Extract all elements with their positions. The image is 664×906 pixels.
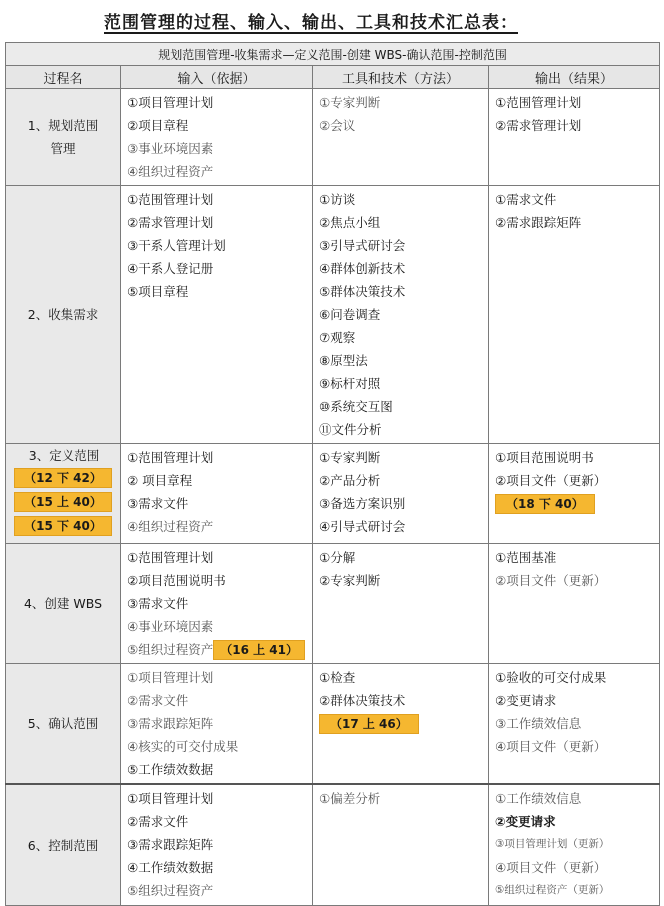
output-item: ④项目文件（更新）	[495, 860, 607, 875]
tools-cell	[313, 89, 489, 186]
output-item: ②变更请求	[495, 814, 556, 829]
process-name: 6、控制范围	[27, 837, 99, 853]
process-flow-banner-row	[6, 43, 660, 66]
inputs-cell	[121, 664, 313, 785]
outputs-cell	[489, 444, 660, 544]
tool-item: ①检查	[319, 670, 356, 685]
tool-item: ①偏差分析	[319, 791, 381, 806]
input-item: ⑤组织过程资产	[127, 883, 214, 898]
input-item: ②需求文件	[127, 814, 189, 829]
document-title: 范围管理的过程、输入、输出、工具和技术汇总表：	[104, 13, 518, 33]
output-item: ①项目范围说明书	[495, 450, 594, 465]
tools-cell	[313, 664, 489, 785]
table-row	[6, 186, 660, 444]
process-name: 5、确认范围	[27, 716, 99, 731]
input-item: ④事业环境因素	[127, 619, 214, 634]
inputs-cell	[121, 444, 313, 544]
tool-item: ②会议	[319, 118, 356, 133]
input-item: ①范围管理计划	[127, 450, 214, 465]
tools-cell	[313, 784, 489, 906]
input-item: ②项目范围说明书	[127, 573, 226, 588]
tool-item: ②群体决策技术	[319, 693, 406, 708]
process-name: 3、定义范围	[28, 448, 100, 463]
inputs-cell	[121, 89, 313, 186]
tool-item: ②专家判断	[319, 573, 381, 588]
tools-cell	[313, 444, 489, 544]
tool-item: ⑨标杆对照	[319, 376, 381, 391]
input-item-with-tag	[127, 638, 312, 661]
scope-management-table	[5, 42, 660, 906]
output-item: ①范围基准	[495, 550, 557, 565]
inputs-cell	[121, 186, 313, 444]
input-item: ①项目管理计划	[127, 791, 214, 806]
process-name-cell	[6, 444, 121, 544]
tool-item: ④群体创新技术	[319, 261, 406, 276]
output-item: ②项目文件（更新）	[495, 573, 607, 588]
output-item: ③项目管理计划（更新）	[495, 838, 610, 850]
table-row	[6, 664, 660, 785]
tool-item: ⑪文件分析	[319, 422, 382, 437]
table-row	[6, 544, 660, 664]
process-name-cell	[6, 89, 121, 186]
exam-reference-tag: （18 下 40）	[495, 494, 595, 514]
process-name-cell	[6, 186, 121, 444]
output-item: ①工作绩效信息	[495, 791, 582, 806]
input-item: ③需求跟踪矩阵	[127, 837, 214, 852]
input-item: ④组织过程资产	[127, 519, 214, 534]
exam-reference-tag: （15 上 40）	[14, 492, 112, 512]
tool-item: ①分解	[319, 550, 356, 565]
input-item: ②需求文件	[127, 693, 189, 708]
input-item: ④核实的可交付成果	[127, 739, 239, 754]
tool-item: ⑧原型法	[319, 353, 368, 368]
output-item: ④项目文件（更新）	[495, 739, 607, 754]
tool-item: ③引导式研讨会	[319, 238, 406, 253]
inputs-cell	[121, 784, 313, 906]
input-item: ② 项目章程	[127, 473, 193, 488]
tool-item: ⑩系统交互图	[319, 399, 393, 414]
exam-reference-tag: （15 下 40）	[14, 516, 112, 536]
header-row	[6, 66, 660, 89]
process-flow-banner: 规划范围管理-收集需求—定义范围-创建 WBS-确认范围-控制范围	[6, 43, 660, 66]
tools-cell	[313, 186, 489, 444]
process-name-cell	[6, 544, 121, 664]
table-row	[6, 89, 660, 186]
input-item: ①项目管理计划	[127, 670, 214, 685]
tool-item: ⑤群体决策技术	[319, 284, 406, 299]
tools-cell	[313, 544, 489, 664]
tool-item: ②焦点小组	[319, 215, 381, 230]
output-item: ②需求管理计划	[495, 118, 582, 133]
outputs-cell	[489, 784, 660, 906]
header-tools: 工具和技术（方法）	[313, 66, 489, 89]
output-item: ①范围管理计划	[495, 95, 582, 110]
tool-item: ②产品分析	[319, 473, 381, 488]
exam-reference-tag: （16 上 41）	[213, 640, 305, 660]
tool-item: ⑥问卷调查	[319, 307, 381, 322]
input-item: ③需求文件	[127, 496, 189, 511]
tool-item: ①访谈	[319, 192, 356, 207]
input-item: ④工作绩效数据	[127, 860, 214, 875]
input-item: ①范围管理计划	[127, 192, 214, 207]
input-item: ①范围管理计划	[127, 550, 214, 565]
input-item: ⑤工作绩效数据	[127, 762, 214, 777]
process-name-cont: 管理	[50, 141, 76, 156]
tool-item: ④引导式研讨会	[319, 519, 406, 534]
input-item: ③需求文件	[127, 596, 189, 611]
table-row	[6, 444, 660, 544]
exam-reference-tag: （12 下 42）	[14, 468, 112, 488]
output-item: ⑤组织过程资产（更新）	[495, 884, 610, 896]
process-name: 2、收集需求	[27, 307, 99, 322]
inputs-cell	[121, 544, 313, 664]
table-row	[6, 784, 660, 906]
tool-item: ⑦观察	[319, 330, 356, 345]
process-name: 4、创建 WBS	[23, 596, 103, 611]
input-item: ③干系人管理计划	[127, 238, 226, 253]
output-item: ②需求跟踪矩阵	[495, 215, 582, 230]
output-item: ②项目文件（更新）	[495, 473, 607, 488]
output-item: ①验收的可交付成果	[495, 670, 607, 685]
input-item: ①项目管理计划	[127, 95, 214, 110]
outputs-cell	[489, 89, 660, 186]
outputs-cell	[489, 544, 660, 664]
header-outputs: 输出（结果）	[489, 66, 660, 89]
tool-item: ①专家判断	[319, 450, 381, 465]
input-item: ④组织过程资产	[127, 164, 214, 179]
header-process: 过程名	[6, 66, 121, 89]
tool-item: ①专家判断	[319, 95, 381, 110]
input-item: ③需求跟踪矩阵	[127, 716, 214, 731]
outputs-cell	[489, 664, 660, 785]
process-name-cell	[6, 784, 121, 906]
process-name-cell	[6, 664, 121, 785]
tool-item: ③备选方案识别	[319, 496, 406, 511]
header-inputs: 输入（依据）	[121, 66, 313, 89]
output-item: ②变更请求	[495, 693, 557, 708]
output-item: ①需求文件	[495, 192, 557, 207]
process-name: 1、规划范围	[27, 118, 99, 133]
exam-reference-tag: （17 上 46）	[319, 714, 419, 734]
input-item: ②项目章程	[127, 118, 189, 133]
input-item: ⑤组织过程资产	[127, 642, 214, 657]
input-item: ②需求管理计划	[127, 215, 214, 230]
output-item: ③工作绩效信息	[495, 716, 582, 731]
input-item: ⑤项目章程	[127, 284, 189, 299]
outputs-cell	[489, 186, 660, 444]
input-item: ④干系人登记册	[127, 261, 214, 276]
input-item: ③事业环境因素	[127, 141, 214, 156]
